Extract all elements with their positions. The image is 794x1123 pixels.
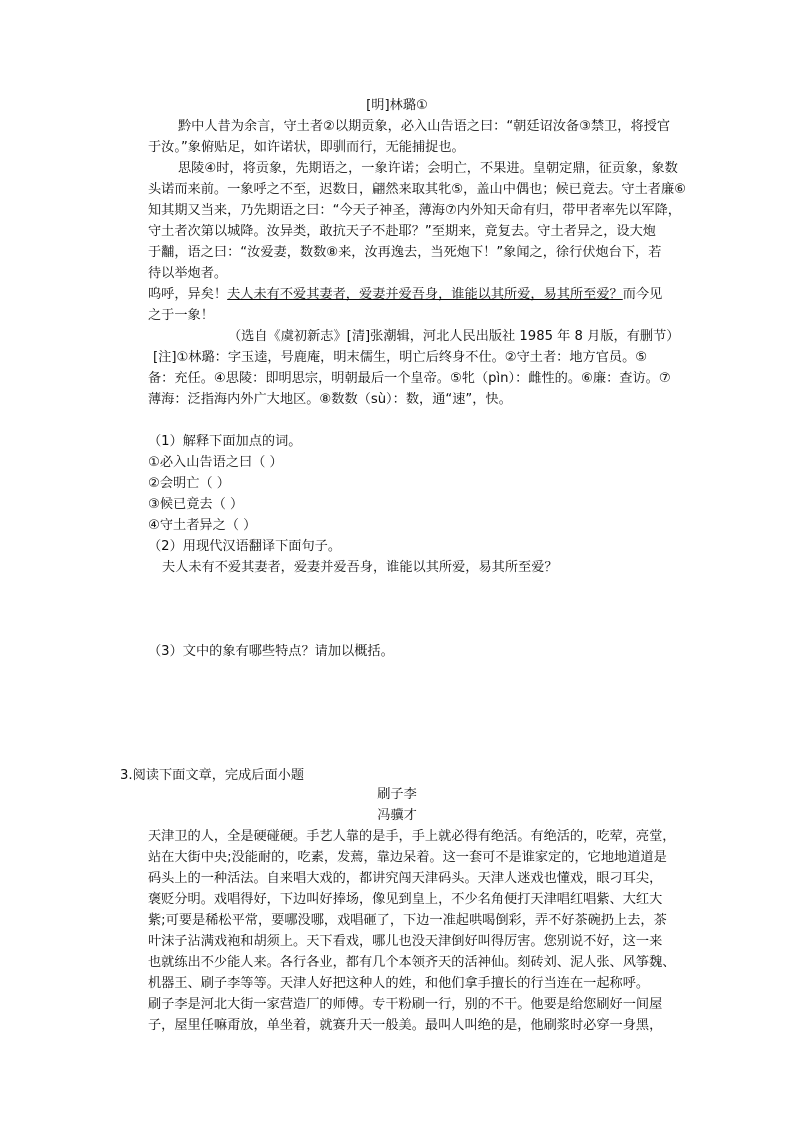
passage-line: 黔中人昔为余言，守土者②以期贡象，必入山告语之曰：“朝廷诏汝备③禁卫，将授官 [178, 119, 671, 134]
exclamation-suffix: 而今见 [622, 287, 663, 302]
question-1-title: （1）解释下面加点的词。 [148, 434, 302, 449]
article-line: 码头上的一种活法。自来唱大戏的，都讲究闯天津码头。天津人迷戏也懂戏，眼刁耳尖， [148, 871, 663, 886]
question-1-item: ②会明亡（ ） [148, 476, 230, 491]
article-line: 子，屋里任嘛甭放，单坐着，就赛升天一般美。最叫人叫绝的是，他刷浆时必穿一身黑， [148, 1018, 663, 1033]
section-3-heading: 3.阅读下面文章，完成后面小题 [120, 768, 305, 783]
exclamation-line-2: 之于一象！ [148, 308, 214, 323]
question-2-title: （2）用现代汉语翻译下面句子。 [148, 539, 342, 554]
source-citation: （选自《虞初新志》[清]张潮辑，河北人民出版社 1985 年 8 月版，有删节） [228, 329, 680, 344]
passage-line: 于汝。”象俯贴足，如许诺状，即驯而行，无能捕捉也。 [148, 140, 465, 155]
passage-line: 知其期又当来，乃先期语之曰：“今天子神圣，薄海⑦内外知天命有归，带甲者率先以军降， [148, 203, 681, 218]
question-3-title: （3）文中的象有哪些特点？请加以概括。 [148, 644, 394, 659]
passage-line: 守土者次第以城降。汝异类，敢抗天子不赴耶？”至期来，竟复去。守土者异之，设大炮 [148, 224, 656, 239]
article-line: 紫;可要是稀松平常，要哪没哪，戏唱砸了，下边一准起哄喝倒彩，弄不好茶碗扔上去，茶 [148, 913, 667, 928]
article-author: 冯骥才 [377, 808, 417, 823]
article-line: 也就练出不少能人来。各行各业，都有几个本领齐天的活神仙。刻砖刘、泥人张、风筝魏、 [148, 955, 676, 970]
article-line: 刷子李是河北大街一家营造厂的师傅。专干粉刷一行，别的不干。他要是给您刷好一间屋 [148, 997, 663, 1012]
question-1-item: ③候已竟去（ ） [148, 497, 244, 512]
underlined-sentence: 夫人未有不爱其妻者，爱妻并爱吾身，谁能以其所爱，易其所至爱？ [227, 287, 623, 302]
passage-line: 头诺而来前。一象呼之不至，迟数日，翩然来取其牝⑤，盖山中偶也；候已竟去。守土者廉⑥ [148, 182, 686, 197]
exclamation-prefix: 呜呼，异矣！ [148, 287, 228, 302]
article-line: 褒贬分明。戏唱得好，下边叫好捧场，像见到皇上，不少名角便打天津唱红唱紫、大红大 [148, 892, 663, 907]
passage-author: [明]林璐① [366, 98, 428, 113]
notes-line: [注]①林璐：字玉逵，号鹿庵，明末儒生，明亡后终身不仕。②守土者：地方官员。⑤ [153, 350, 648, 365]
notes-line: 备：充任。④思陵：即明思宗，明朝最后一个皇帝。⑤牝（pìn）：雌性的。⑥廉：查访。⑦ [148, 371, 671, 386]
article-line: 机器王、刷子李等等。天津人好把这种人的姓，和他们拿手擅长的行当连在一起称呼。 [148, 976, 650, 991]
question-2-sentence: 夫人未有不爱其妻者，爱妻并爱吾身，谁能以其所爱，易其所至爱？ [162, 560, 558, 575]
question-1-item: ④守土者异之（ ） [148, 518, 257, 533]
article-line: 天津卫的人，全是硬碰硬。手艺人靠的是手，手上就必得有绝活。有绝活的，吃荤，亮堂， [148, 829, 676, 844]
passage-line: 待以举炮者。 [148, 266, 228, 281]
article-line: 站在大街中央;没能耐的，吃素，发蔫，靠边呆着。这一套可不是谁家定的，它地地道道是 [148, 850, 667, 865]
passage-line: 于黼，语之曰：“汝爱妻，数数⑧来，汝再逸去，当死炮下！”象闻之，徐行伏炮台下，若 [148, 245, 662, 260]
exclamation-line [148, 284, 662, 305]
question-1-item: ①必入山告语之曰（ ） [148, 455, 283, 470]
article-title: 刷子李 [377, 787, 417, 802]
passage-line: 思陵④时，将贡象，先期语之，一象许诺；会明亡，不果进。皇朝定鼎，征贡象，象数 [178, 161, 678, 176]
notes-line: 薄海：泛指海内外广大地区。⑧数数（sù）：数，通“速”，快。 [148, 392, 512, 407]
article-line: 叶沫子沾满戏袍和胡须上。天下看戏，哪儿也没天津倒好叫得厉害。您别说不好，这一来 [148, 934, 663, 949]
